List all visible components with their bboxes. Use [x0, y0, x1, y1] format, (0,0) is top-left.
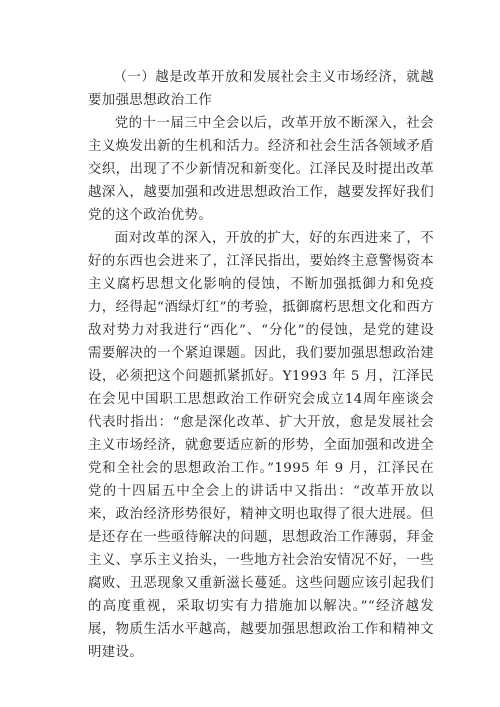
body-paragraph-1: 党的十一届三中全会以后，改革开放不断深入，社会主义焕发出新的生机和活力。经济和社会生活各领域矛盾交织，出现了不少新情况和新变化。江泽民及时提出改革越深入，越要加强和改进思想政治工作，越要发挥好我们党的这个政治优势。	[88, 116, 434, 223]
body-paragraph-2: 面对改革的深入，开放的扩大，好的东西进来了，不好的东西也会进来了，江泽民指出，要始终主意警惕资本主义腐朽思想文化影响的侵蚀，不断加强抵御力和免疫力，经得起“酒绿灯红”的考验，抵御腐朽思想文化和西方敌对势力对我进行“西化”、“分化”的侵蚀，是党的建设需要解决的一个紧迫课题。因此，我们要加强思想政治建设，必须把这个问题抓紧抓好。Y1993 年 5 月，江泽民在会见中国职工思想政治工作研究会成立14周年座谈会代表时指出：“愈是深化改革、扩大开放，愈是发展社会主义市场经济，就愈要适应新的形势，全面加强和改进全党和全社会的思想政治工作。”1995 年 9 月，江泽民在党的十四届五中全会上的讲话中又指出：“改革开放以来，政治经济形势很好，精神文明也取得了很大进展。但是还存在一些亟待解决的问题，思想政治工作薄弱，拜金主义、享乐主义抬头，一些地方社会治安情况不好，一些腐败、丑恶现象又重新滋长蔓延。这些问题应该引起我们的高度重视，采取切实有力措施加以解决。”“经济越发展，物质生活水平越高，越要加强思想政治工作和精神文明建设。	[88, 231, 434, 660]
section-heading: （一）越是改革开放和发展社会主义市场经济，就越要加强思想政治工作	[88, 70, 434, 108]
document-body	[88, 66, 434, 664]
